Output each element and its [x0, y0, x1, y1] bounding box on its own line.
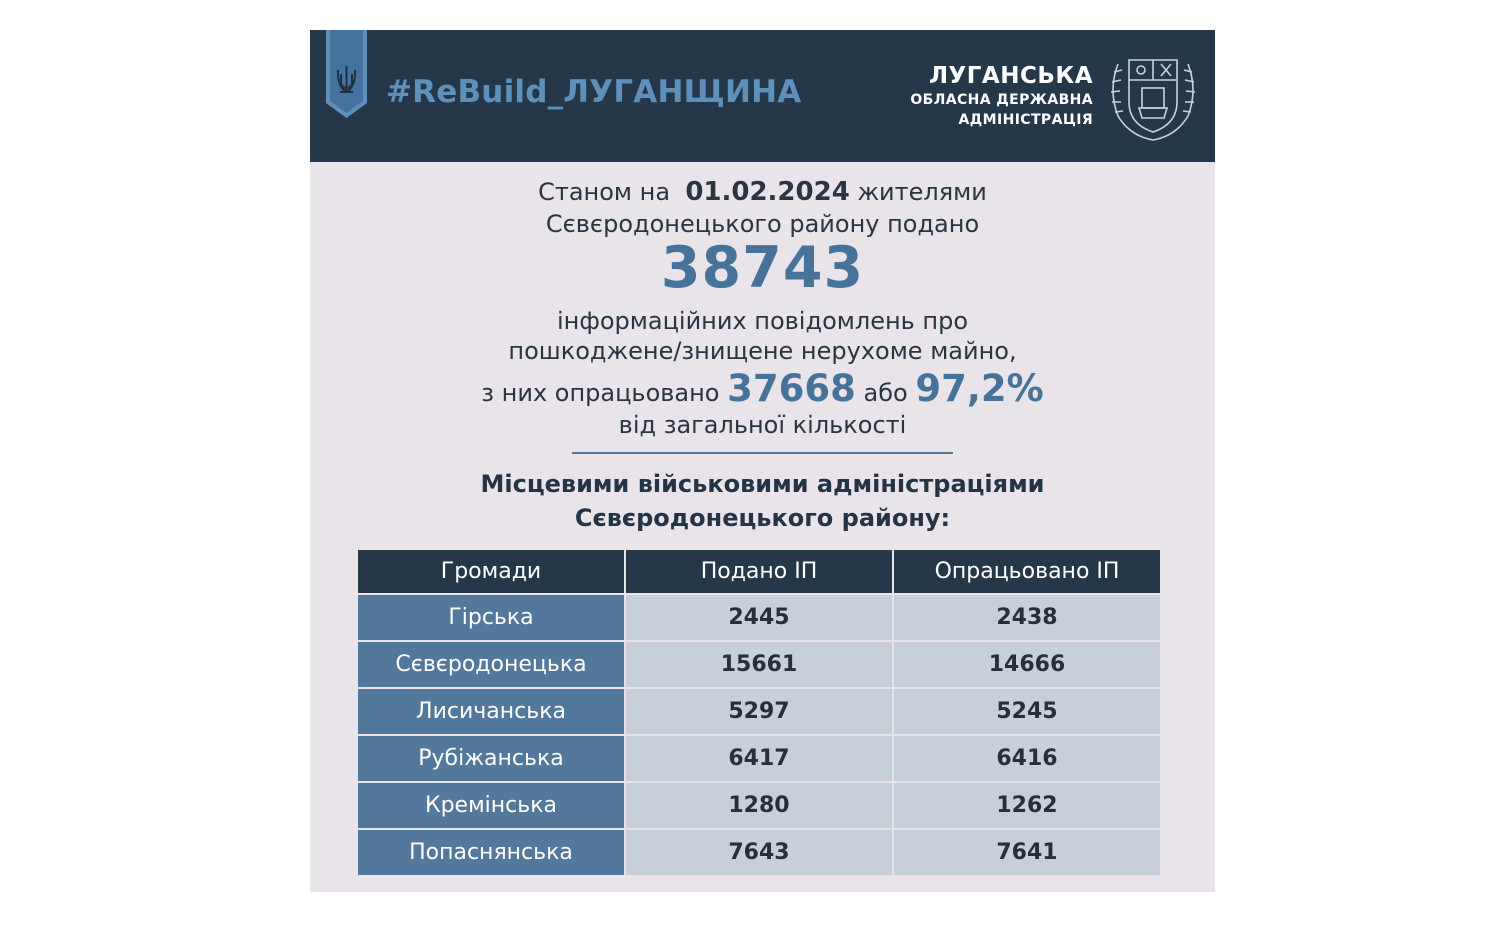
subtitle-line2: Сєвєродонецького району:	[574, 504, 951, 532]
intro-line2: Сєвєродонецького району подано	[545, 210, 980, 238]
table-row	[357, 735, 1161, 782]
table-subtitle	[310, 467, 1215, 535]
submitted-value: 1280	[625, 782, 893, 829]
org-name-line3: АДМІНІСТРАЦІЯ	[958, 112, 1093, 128]
community-name: Гірська	[357, 594, 625, 641]
processed-value: 6416	[893, 735, 1161, 782]
table-row	[357, 782, 1161, 829]
table-row	[357, 829, 1161, 876]
processed-value: 1262	[893, 782, 1161, 829]
divider	[572, 452, 953, 454]
processed-count: 37668	[727, 367, 856, 410]
submitted-value: 7643	[625, 829, 893, 876]
table-row	[357, 688, 1161, 735]
intro-line3: інформаційних повідомлень про	[556, 307, 969, 335]
hashtag-title: #ReBuild_ЛУГАНЩИНА	[386, 74, 802, 110]
processed-value: 14666	[893, 641, 1161, 688]
infographic-card	[310, 30, 1215, 892]
intro-line1	[310, 177, 1215, 207]
intro-line6: від загальної кількості	[618, 411, 907, 439]
submitted-value: 15661	[625, 641, 893, 688]
community-name: Кремінська	[357, 782, 625, 829]
community-stats-table	[356, 548, 1162, 877]
total-submitted: 38743	[660, 235, 865, 301]
intro-prefix: Станом на	[538, 178, 671, 206]
community-name: Рубіжанська	[357, 735, 625, 782]
intro-suffix: жителями	[857, 178, 987, 206]
intro-line5	[310, 368, 1215, 414]
processed-prefix: з них опрацьовано	[481, 379, 720, 407]
submitted-value: 5297	[625, 688, 893, 735]
table-header-row	[357, 549, 1161, 594]
processed-value: 5245	[893, 688, 1161, 735]
column-header-community: Громади	[357, 549, 625, 594]
org-name-line1: ЛУГАНСЬКА	[928, 63, 1093, 89]
processed-percent: 97,2%	[915, 367, 1044, 410]
intro-line4: пошкоджене/знищене нерухоме майно,	[508, 337, 1017, 365]
submitted-value: 2445	[625, 594, 893, 641]
column-header-processed: Опрацьовано ІП	[893, 549, 1161, 594]
report-date: 01.02.2024	[685, 177, 850, 207]
processed-mid: або	[863, 379, 908, 407]
organization-name	[910, 62, 1093, 130]
community-name: Попаснянська	[357, 829, 625, 876]
org-name-line2: ОБЛАСНА ДЕРЖАВНА	[910, 92, 1093, 108]
submitted-value: 6417	[625, 735, 893, 782]
community-name: Сєвєродонецька	[357, 641, 625, 688]
community-name: Лисичанська	[357, 688, 625, 735]
trident-icon	[326, 30, 367, 118]
regional-emblem-icon	[1104, 50, 1202, 144]
column-header-submitted: Подано ІП	[625, 549, 893, 594]
processed-value: 2438	[893, 594, 1161, 641]
header-bar	[310, 30, 1215, 162]
subtitle-line1: Місцевими військовими адміністраціями	[480, 470, 1045, 498]
table-row	[357, 594, 1161, 641]
processed-value: 7641	[893, 829, 1161, 876]
table-row	[357, 641, 1161, 688]
